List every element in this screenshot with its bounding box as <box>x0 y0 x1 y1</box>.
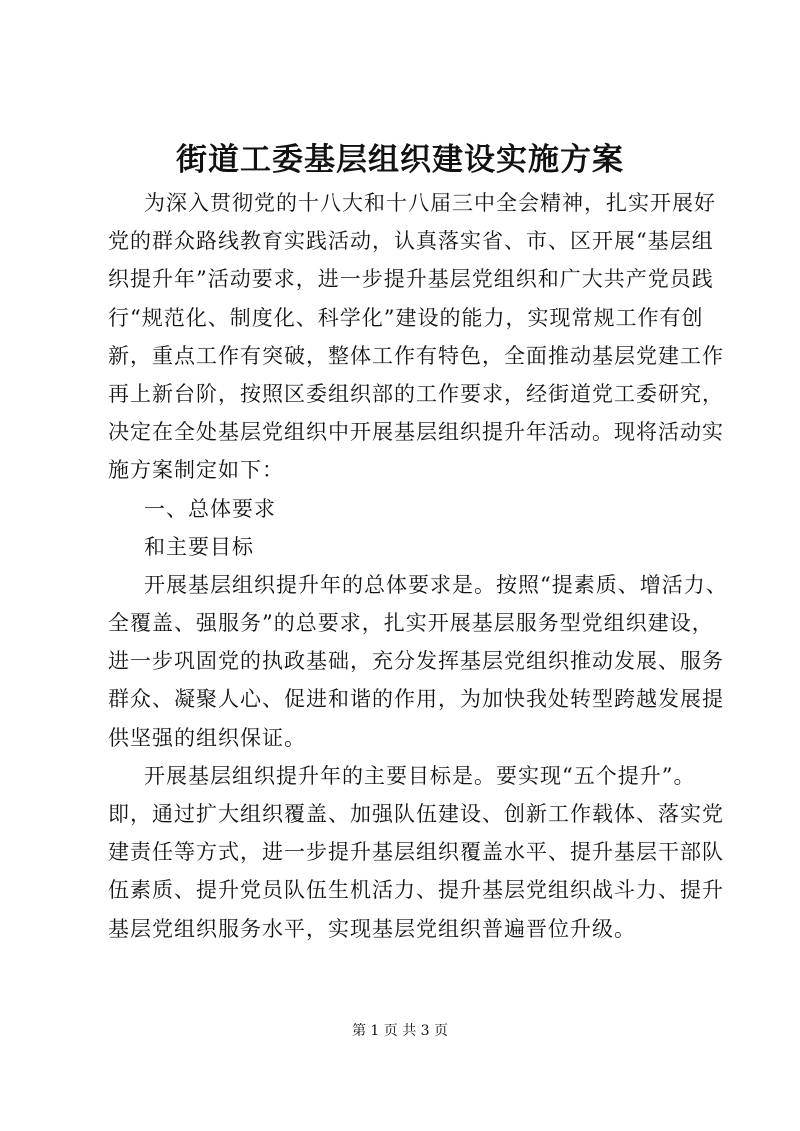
paragraph-line: 开展基层组织提升年的总体要求是。按照“提素质、增活力、 <box>144 572 728 597</box>
paragraph-line: 基层党组织服务水平，实现基层党组织普遍晋位升级。 <box>108 916 636 941</box>
paragraph-line: 进一步巩固党的执政基础，充分发挥基层党组织推动发展、服务 <box>108 649 724 674</box>
paragraph-line: 即，通过扩大组织覆盖、加强队伍建设、创新工作载体、落实党 <box>108 802 724 826</box>
section-heading: 和主要目标 <box>144 534 254 559</box>
paragraph-line: 行“规范化、制度化、科学化”建设的能力，实现常规工作有创 <box>108 305 704 330</box>
paragraph-line: 建责任等方式，进一步提升基层组织覆盖水平、提升基层干部队 <box>108 840 724 865</box>
paragraph-line: 再上新台阶，按照区委组织部的工作要求，经街道党工委研究， <box>108 381 724 406</box>
paragraph-line: 为深入贯彻党的十八大和十八届三中全会精神，扎实开展好 <box>144 191 716 215</box>
paragraph-line: 新，重点工作有突破，整体工作有特色，全面推动基层党建工作 <box>108 343 724 368</box>
paragraph-line: 党的群众路线教育实践活动，认真落实省、市、区开展“基层组 <box>108 229 714 254</box>
paragraph-line: 全覆盖、强服务”的总要求，扎实开展基层服务型党组织建设， <box>108 611 714 636</box>
paragraph-line: 开展基层组织提升年的主要目标是。要实现“五个提升”。 <box>144 763 696 788</box>
page-footer: 第 1 页 共 3 页 <box>351 1023 449 1039</box>
document-body <box>108 184 728 948</box>
paragraph-line: 供坚强的组织保证。 <box>108 725 306 750</box>
paragraph-line: 群众、凝聚人心、促进和谐的作用，为加快我处转型跨越发展提 <box>108 687 724 712</box>
paragraph-line: 施方案制定如下： <box>108 458 284 483</box>
document-title: 街道工委基层组织建设实施方案 <box>176 142 624 178</box>
section-heading: 一、总体要求 <box>144 496 276 521</box>
paragraph-line: 织提升年”活动要求，进一步提升基层党组织和广大共产党员践 <box>108 267 714 292</box>
paragraph-line: 决定在全处基层党组织中开展基层组织提升年活动。现将活动实 <box>108 420 724 445</box>
paragraph-line: 伍素质、提升党员队伍生机活力、提升基层党组织战斗力、提升 <box>108 878 724 903</box>
